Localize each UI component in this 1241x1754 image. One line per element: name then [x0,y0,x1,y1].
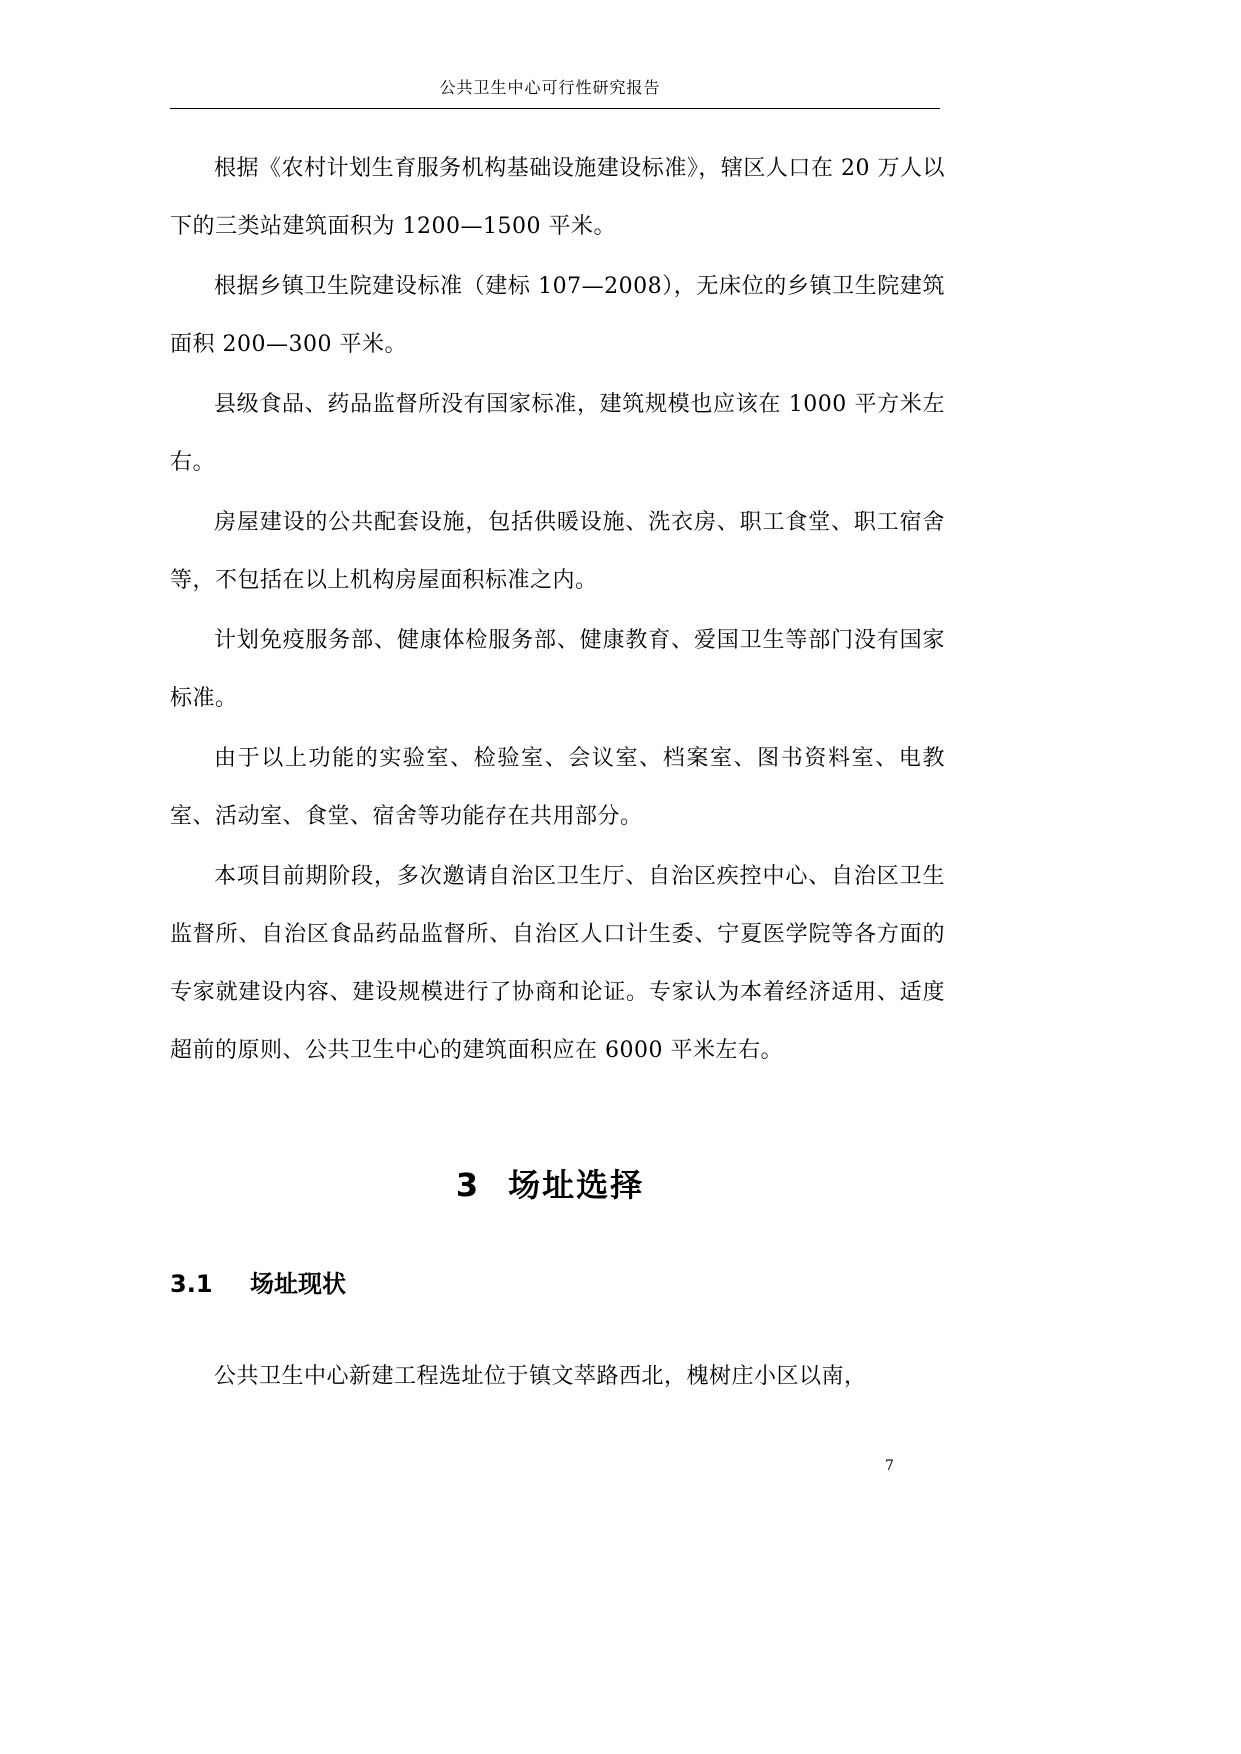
paragraph-5: 计划免疫服务部、健康体检服务部、健康教育、爱国卫生等部门没有国家标准。 [170,628,945,711]
paragraph-1: 根据《农村计划生育服务机构基础设施建设标准》，辖区人口在 20 万人以下的三类站建筑面积为 1200—1500 平米。 [170,156,945,239]
chapter-number: 3 [455,1166,481,1204]
running-header: 公共卫生中心可行性研究报告 [439,78,661,97]
paragraph-8: 公共卫生中心新建工程选址位于镇文萃路西北，槐树庄小区以南， [214,1364,867,1389]
paragraph-2: 根据乡镇卫生院建设标准（建标 107—2008），无床位的乡镇卫生院建筑面积 200—300 平米。 [170,274,945,357]
section-body [170,1348,945,1408]
section-number: 3.1 [170,1270,213,1298]
paragraph-3: 县级食品、药品监督所没有国家标准，建筑规模也应该在 1000 平方米左右。 [170,392,945,475]
paragraph-4: 房屋建设的公共配套设施，包括供暖设施、洗衣房、职工食堂、职工宿舍等，不包括在以上机构房屋面积标准之内。 [170,510,945,593]
body-text [170,140,945,1082]
page-number: 7 [885,1458,894,1474]
paragraph-7: 本项目前期阶段，多次邀请自治区卫生厅、自治区疾控中心、自治区卫生监督所、自治区食品药品监督所、自治区人口计生委、宁夏医学院等各方面的专家就建设内容、建设规模进行了协商和论证。专家认为本着经济适用、适度超前的原则、公共卫生中心的建筑面积应在 6000 平米左右。 [170,864,945,1063]
section-title: 场址现状 [250,1270,346,1298]
header-rule [170,108,940,109]
section-heading [170,1264,346,1299]
chapter-heading [0,1160,1100,1206]
chapter-title: 场址选择 [508,1166,645,1204]
paragraph-6: 由于以上功能的实验室、检验室、会议室、档案室、图书资料室、电教室、活动室、食堂、宿舍等功能存在共用部分。 [170,746,945,829]
